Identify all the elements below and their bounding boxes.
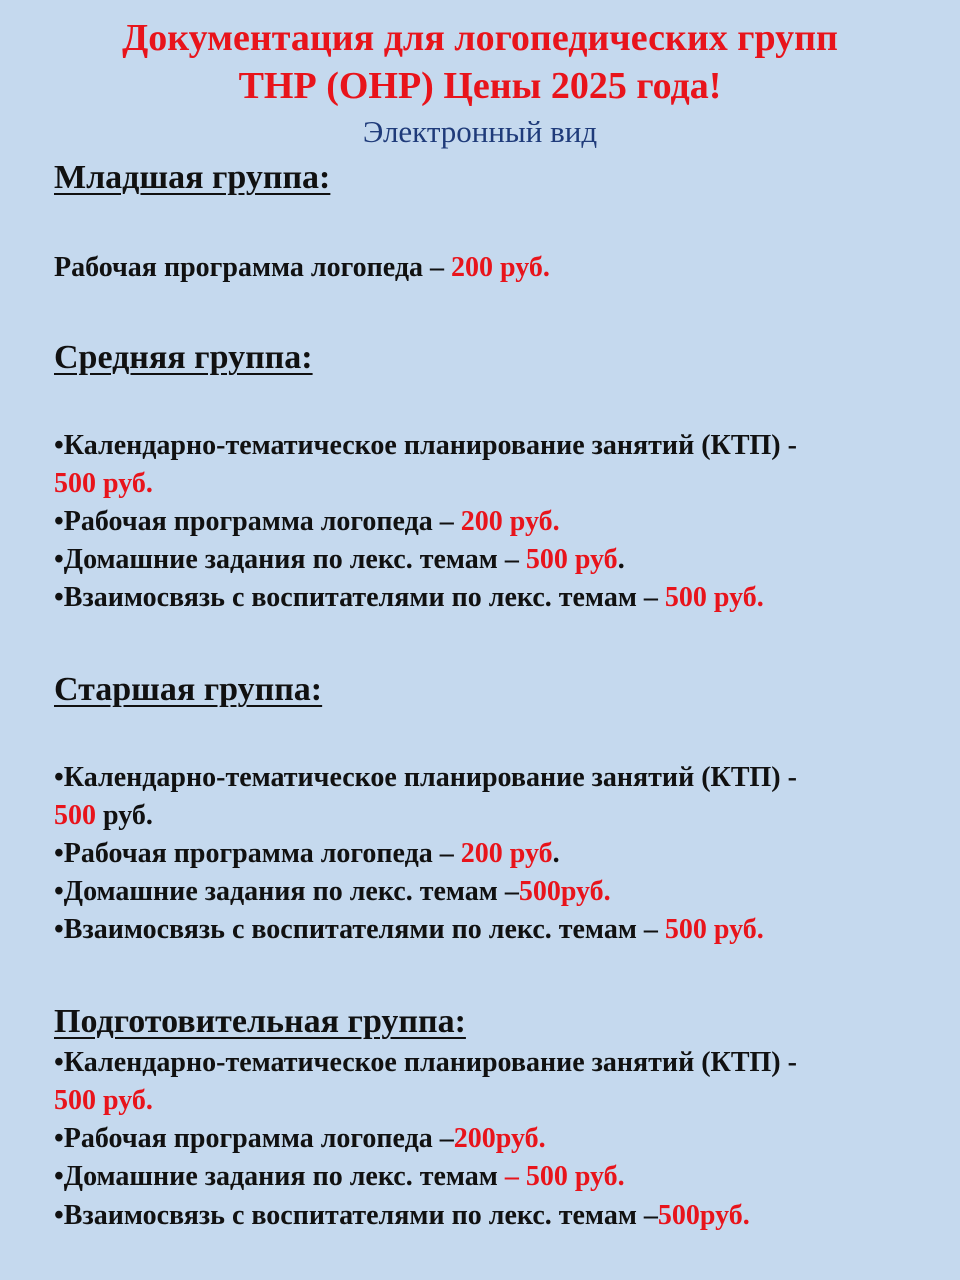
item-price: 500 руб.: [664, 914, 764, 945]
senior-item-ktp-price: [54, 798, 153, 834]
item-text: •Домашние задания по лекс. темам –: [54, 544, 526, 575]
junior-item-work-program: [54, 250, 550, 286]
senior-item-homework: [54, 874, 611, 910]
item-tail: руб.: [96, 800, 153, 831]
senior-group-heading: Старшая группа:: [54, 671, 323, 708]
prep-group-heading: Подготовительная группа:: [54, 1003, 466, 1040]
junior-group-heading: Младшая группа:: [54, 159, 331, 196]
prep-item-homework: [54, 1159, 625, 1195]
item-text: •Домашние задания по лекс. темам –: [54, 876, 519, 907]
item-price: 500 руб: [525, 544, 618, 575]
senior-item-work-program: [54, 836, 560, 872]
item-text: •Рабочая программа логопеда –: [54, 838, 461, 869]
item-price: 200руб.: [453, 1123, 546, 1154]
senior-item-ktp: [54, 760, 797, 796]
item-price: 500: [54, 800, 96, 831]
item-price: 500 руб.: [664, 582, 764, 613]
item-price: – 500 руб.: [504, 1161, 625, 1192]
item-text: •Домашние задания по лекс. темам: [54, 1161, 505, 1192]
item-price: 200 руб: [460, 838, 553, 869]
item-text: Рабочая программа логопеда –: [54, 252, 451, 283]
middle-item-homework: [54, 542, 625, 578]
prep-item-ktp-price: 500 руб.: [54, 1085, 153, 1116]
item-text: •Календарно-тематическое планирование занятий (КТП) -: [54, 762, 797, 793]
item-text: •Календарно-тематическое планирование занятий (КТП) -: [54, 1047, 797, 1078]
prep-item-work-program: [54, 1121, 546, 1157]
item-text: •Рабочая программа логопеда –: [54, 506, 461, 537]
middle-item-ktp-price: 500 руб.: [54, 468, 153, 499]
middle-group-heading: Средняя группа:: [54, 339, 313, 376]
item-text: •Календарно-тематическое планирование занятий (КТП) -: [54, 430, 797, 461]
page-title-line-1: Документация для логопедических групп: [122, 17, 838, 59]
senior-item-teachers: [54, 912, 764, 948]
item-price: 200 руб.: [450, 252, 550, 283]
item-tail: .: [617, 544, 625, 575]
page-title-line-2: ТНР (ОНР) Цены 2025 года!: [238, 65, 722, 107]
item-text: •Взаимосвязь с воспитателями по лекс. темам –: [54, 1200, 658, 1231]
item-text: •Взаимосвязь с воспитателями по лекс. темам –: [54, 914, 665, 945]
prep-item-ktp: [54, 1045, 797, 1081]
prep-item-teachers: [54, 1198, 750, 1234]
item-text: •Взаимосвязь с воспитателями по лекс. темам –: [54, 582, 665, 613]
item-price: 500руб.: [657, 1200, 750, 1231]
middle-item-work-program: [54, 504, 560, 540]
item-tail: .: [552, 838, 560, 869]
middle-item-teachers: [54, 580, 764, 616]
item-price: 500руб.: [518, 876, 611, 907]
item-price: 200 руб.: [460, 506, 560, 537]
page-subtitle: Электронный вид: [362, 114, 598, 149]
middle-item-ktp: [54, 428, 797, 464]
item-text: •Рабочая программа логопеда –: [54, 1123, 454, 1154]
